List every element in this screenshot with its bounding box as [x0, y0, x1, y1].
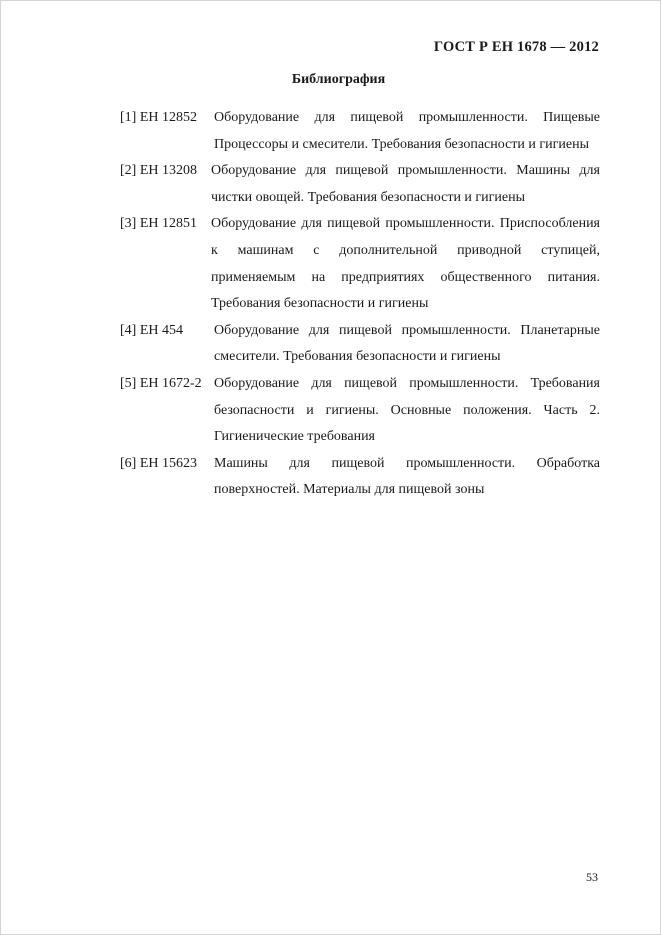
- bibliography-list: [120, 105, 600, 504]
- reference-code: [6] ЕН 15623: [120, 455, 197, 471]
- reference-title: Оборудование для пищевой промышленности. Приспособления к машинам с дополнительной приводной ступицей, применяемым на предприятиях общественного питания. Требования безопасности и гигиены: [211, 216, 600, 312]
- reference-title: Оборудование для пищевой промышленности. Пищевые Процессоры и смесители. Требования безопасности и гигиены: [214, 110, 600, 152]
- bibliography-entry: [120, 371, 600, 451]
- standard-header: ГОСТ Р ЕН 1678 — 2012: [433, 39, 599, 55]
- bibliography-entry: [120, 211, 600, 317]
- section-title: Библиография: [291, 72, 386, 87]
- reference-code: [3] ЕН 12851: [120, 216, 197, 232]
- reference-title: Оборудование для пищевой промышленности. Машины для чистки овощей. Требования безопасности и гигиены: [211, 163, 600, 205]
- reference-title: Машины для пищевой промышленности. Обработка поверхностей. Материалы для пищевой зоны: [214, 455, 600, 498]
- page-number: 53: [586, 870, 598, 884]
- reference-code: [2] ЕН 13208: [120, 163, 197, 179]
- reference-code: [1] ЕН 12852: [120, 110, 197, 125]
- bibliography-entry: [120, 105, 600, 158]
- reference-title: Оборудование для пищевой промышленности. Требования безопасности и гигиены. Основные положения. Часть 2. Гигиенические требования: [214, 375, 600, 445]
- reference-code: [5] ЕН 1672-2: [120, 375, 202, 391]
- bibliography-entry: [120, 158, 600, 211]
- bibliography-entry: [120, 451, 600, 504]
- reference-code: [4] ЕН 454: [120, 322, 183, 338]
- bibliography-entry: [120, 318, 600, 371]
- reference-title: Оборудование для пищевой промышленности. Планетарные смесители. Требования безопасности и гигиены: [214, 322, 600, 365]
